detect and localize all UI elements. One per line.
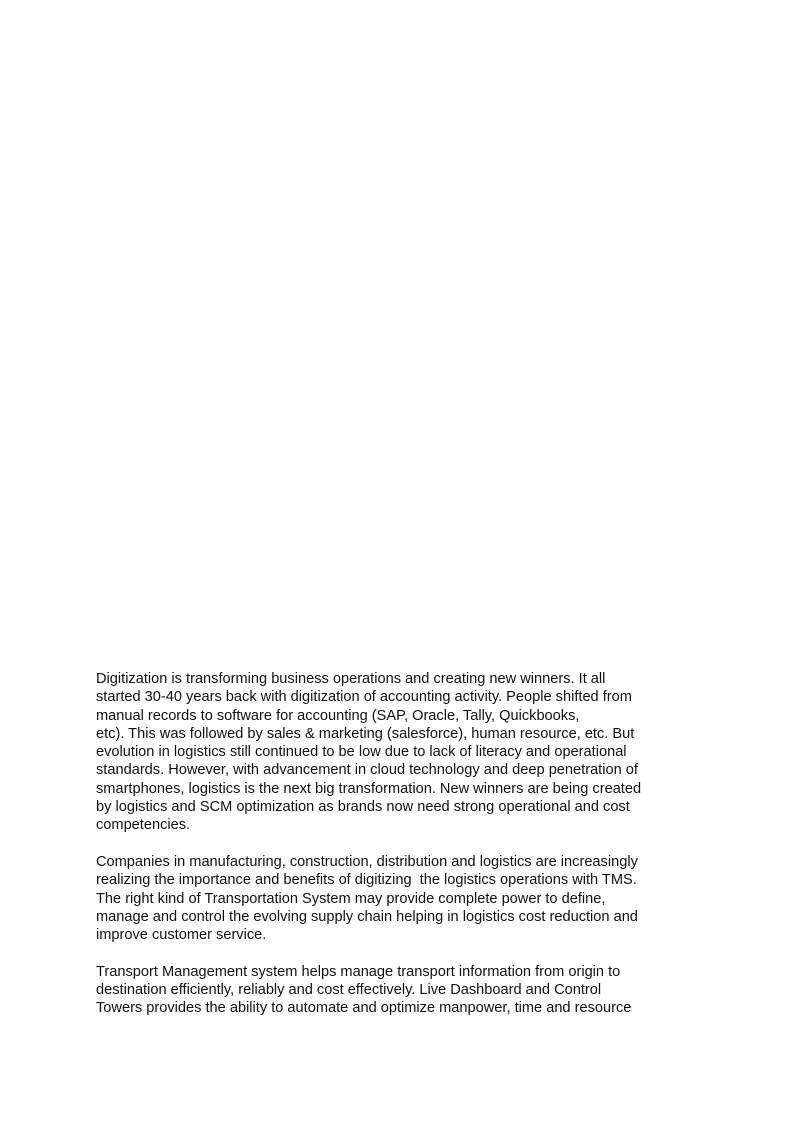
text-line: Digitization is transforming business operations and creating new winners. It all <box>96 671 606 687</box>
text-line: evolution in logistics still continued to be low due to lack of literacy and operational <box>96 744 627 761</box>
body-text <box>96 670 706 1018</box>
paragraph-spacer <box>96 835 706 853</box>
text-line: Towers provides the ability to automate and optimize manpower, time and resource <box>96 1000 632 1017</box>
text-line: smartphones, logistics is the next big transformation. New winners are being created <box>96 780 642 797</box>
text-line: manage and control the evolving supply chain helping in logistics cost reduction and <box>96 908 638 925</box>
text-line: by logistics and SCM optimization as brands now need strong operational and cost <box>96 799 630 816</box>
paragraph-1 <box>96 670 706 835</box>
text-line: realizing the importance and benefits of digitizing the logistics operations with TMS. <box>96 872 637 889</box>
text-line: improve customer service. <box>96 927 267 944</box>
text-line: destination efficiently, reliably and cost effectively. Live Dashboard and Control <box>96 982 602 999</box>
text-line: The right kind of Transportation System may provide complete power to define, <box>96 890 606 907</box>
text-line: Transport Management system helps manage transport information from origin to <box>96 963 621 980</box>
text-line: etc). This was followed by sales & marketing (salesforce), human resource, etc. But <box>96 725 635 742</box>
paragraph-2 <box>96 853 706 944</box>
paragraph-spacer <box>96 944 706 962</box>
paragraph-3 <box>96 963 706 1018</box>
text-line: started 30-40 years back with digitization of accounting activity. People shifted from <box>96 689 632 706</box>
text-line: competencies. <box>96 817 191 834</box>
text-line: standards. However, with advancement in cloud technology and deep penetration of <box>96 762 638 779</box>
text-line: Companies in manufacturing, construction, distribution and logistics are increasingly <box>96 853 638 870</box>
text-line: manual records to software for accounting (SAP, Oracle, Tally, Quickbooks, <box>96 707 580 724</box>
